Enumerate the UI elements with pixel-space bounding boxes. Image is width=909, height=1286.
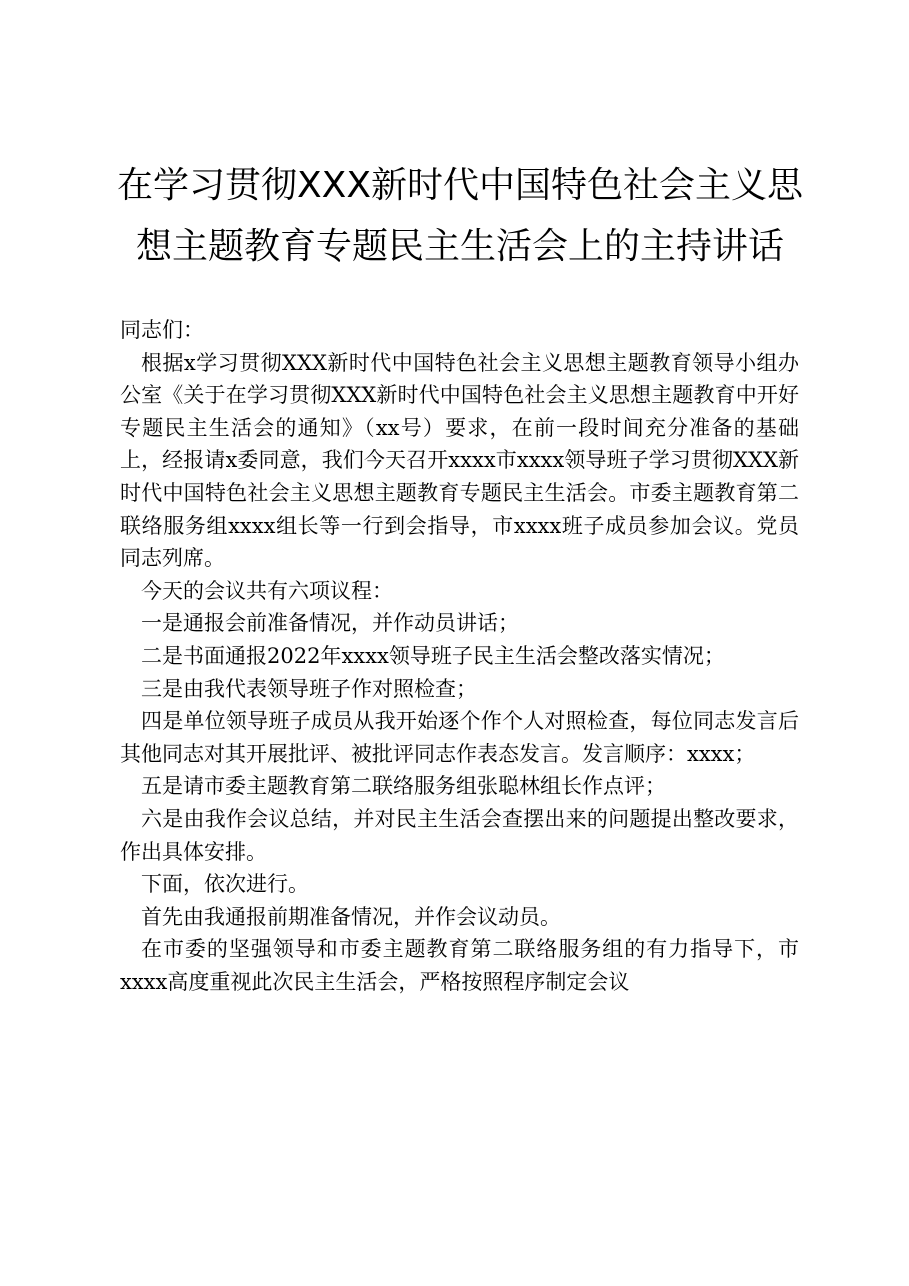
document-title [110, 155, 810, 277]
title-line-2: 想主题教育专题民主生活会上的主持讲话 [135, 226, 784, 267]
paragraph-8: 六是由我作会议总结，并对民主生活会查摆出来的问题提出整改要求，作出具体安排。 [120, 806, 799, 864]
paragraph-6: 四是单位领导班子成员从我开始逐个作个人对照检查，每位同志发言后其他同志对其开展批评、被批评同志作表态发言。发言顺序：xxxx； [120, 709, 799, 766]
title-line-1: 在学习贯彻XXX新时代中国特色社会主义思 [117, 165, 803, 206]
paragraph-7: 五是请市委主题教育第二联络服务组张聪林组长作点评； [141, 774, 666, 799]
paragraph-1: 根据x学习贯彻XXX新时代中国特色社会主义思想主题教育领导小组办公室《关于在学习贯彻XXX新时代中国特色社会主义思想主题教育中开好专题民主生活会的通知》（xx号）要求，在前一段时间充分准备的基础上，经报请x委同意，我们今天召开xxxx市xxxx领导班子学习贯彻XXX新时代中国特色社会主义思想主题教育专题民主生活会。市委主题教育第二联络服务组xxxx组长等一行到会指导，市xxxx班子成员参加会议。党员同志列席。 [120, 350, 799, 571]
paragraph-10: 首先由我通报前期准备情况，并作会议动员。 [141, 904, 561, 929]
salutation: 同志们： [120, 318, 204, 342]
paragraph-9: 下面，依次进行。 [141, 872, 309, 897]
paragraph-2: 今天的会议共有六项议程： [141, 578, 393, 603]
paragraph-3: 一是通报会前准备情况，并作动员讲话； [141, 611, 519, 636]
paragraph-5: 三是由我代表领导班子作对照检查； [141, 676, 477, 701]
paragraph-11: 在市委的坚强领导和市委主题教育第二联络服务组的有力指导下，市xxxx高度重视此次民主生活会，严格按照程序制定会议 [120, 937, 799, 994]
paragraph-4: 二是书面通报2022年xxxx领导班子民主生活会整改落实情况； [141, 643, 725, 668]
document-body [120, 314, 799, 998]
